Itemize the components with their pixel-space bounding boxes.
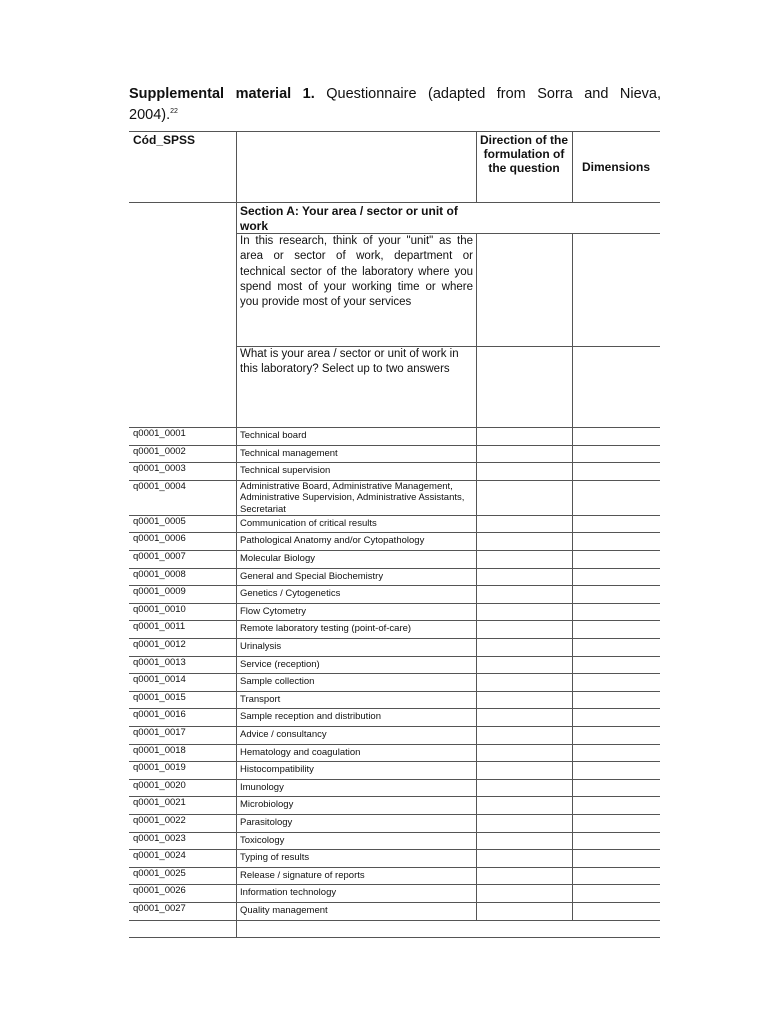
row-code: q0001_0003 bbox=[133, 463, 186, 475]
table-rule bbox=[129, 849, 660, 850]
table-rule bbox=[129, 131, 660, 132]
document-title-line2 bbox=[129, 103, 178, 124]
row-code: q0001_0001 bbox=[133, 428, 186, 439]
row-label: Technical board bbox=[240, 430, 307, 441]
row-label: Hematology and coagulation bbox=[240, 746, 361, 758]
row-code: q0001_0020 bbox=[133, 779, 186, 791]
table-rule bbox=[129, 884, 660, 885]
row-code: q0001_0019 bbox=[133, 762, 186, 774]
row-code: q0001_0012 bbox=[133, 639, 186, 650]
title-bold: Supplemental material 1. bbox=[129, 86, 315, 102]
row-label: Communication of critical results bbox=[240, 517, 377, 529]
row-code: q0001_0024 bbox=[133, 850, 186, 862]
header-direction: Direction of the formulation of the question bbox=[480, 133, 569, 175]
row-code: q0001_0026 bbox=[133, 885, 186, 897]
row-code: q0001_0008 bbox=[133, 568, 186, 580]
row-code: q0001_0010 bbox=[133, 603, 186, 615]
table-rule bbox=[129, 937, 660, 938]
table-rule bbox=[236, 346, 660, 347]
question-text: What is your area / sector or unit of work in this laboratory? Select up to two answers bbox=[240, 348, 459, 376]
header-dimensions: Dimensions bbox=[581, 160, 650, 174]
row-label: Imunology bbox=[240, 781, 284, 793]
row-label: Advice / consultancy bbox=[240, 729, 327, 740]
table-rule bbox=[129, 779, 660, 780]
row-label: Histocompatibility bbox=[240, 764, 314, 776]
table-rule bbox=[129, 656, 660, 657]
header-code: Cód_SPSS bbox=[133, 133, 196, 147]
row-code: q0001_0009 bbox=[133, 586, 186, 598]
row-label: Sample collection bbox=[240, 676, 315, 688]
table-column-rule bbox=[572, 131, 573, 202]
table-column-rule bbox=[236, 131, 237, 937]
table-rule bbox=[129, 550, 660, 551]
row-code: q0001_0027 bbox=[133, 903, 186, 914]
row-label: Molecular Biology bbox=[240, 553, 315, 564]
row-code: q0001_0004 bbox=[133, 480, 186, 492]
row-label: Pathological Anatomy and/or Cytopathology bbox=[240, 535, 425, 547]
intro-text: In this research, think of your "unit" as the area or sector of work, department or technical sector of the laboratory where you spend most of your working time or where you provide most of your services bbox=[240, 235, 473, 309]
table-rule bbox=[129, 202, 660, 203]
table-rule bbox=[129, 726, 660, 727]
table-rule bbox=[129, 761, 660, 762]
row-code: q0001_0013 bbox=[133, 656, 186, 668]
row-label: Quality management bbox=[240, 905, 328, 916]
row-label: Release / signature of reports bbox=[240, 869, 365, 881]
row-label: Information technology bbox=[240, 887, 337, 899]
row-label: Flow Cytometry bbox=[240, 605, 306, 617]
row-label: Sample reception and distribution bbox=[240, 711, 382, 723]
table-rule bbox=[129, 462, 660, 463]
row-code: q0001_0025 bbox=[133, 867, 186, 879]
table-rule bbox=[129, 708, 660, 709]
row-label: Administrative Board, Administrative Management, Administrative Supervision, Administrative Assistants, Secretariat bbox=[240, 480, 465, 515]
row-label: General and Special Biochemistry bbox=[240, 570, 384, 582]
table-rule bbox=[129, 427, 660, 428]
table-rule bbox=[129, 796, 660, 797]
table-column-rule bbox=[572, 233, 573, 920]
row-code: q0001_0015 bbox=[133, 691, 186, 703]
row-label: Microbiology bbox=[240, 799, 294, 811]
table-rule bbox=[129, 585, 660, 586]
row-code: q0001_0006 bbox=[133, 533, 186, 545]
row-code: q0001_0014 bbox=[133, 674, 186, 686]
table-rule bbox=[129, 832, 660, 833]
table-rule bbox=[129, 673, 660, 674]
row-code: q0001_0011 bbox=[133, 621, 186, 633]
table-rule bbox=[129, 568, 660, 569]
row-code: q0001_0005 bbox=[133, 515, 186, 527]
table-rule bbox=[129, 445, 660, 446]
row-label: Technical management bbox=[240, 447, 338, 459]
row-code: q0001_0023 bbox=[133, 832, 186, 844]
section-a-title: Section A: Your area / sector or unit of work bbox=[240, 204, 458, 233]
row-code: q0001_0007 bbox=[133, 551, 186, 562]
table-rule bbox=[129, 638, 660, 639]
row-label: Parasitology bbox=[240, 817, 293, 828]
row-label: Transport bbox=[240, 693, 281, 705]
table-rule bbox=[129, 920, 660, 921]
table-rule bbox=[129, 603, 660, 604]
row-code: q0001_0017 bbox=[133, 727, 186, 738]
title-rest: Questionnaire (adapted from Sorra and Nieva, bbox=[314, 86, 661, 102]
row-label: Technical supervision bbox=[240, 465, 331, 477]
table-column-rule bbox=[476, 131, 477, 202]
table-rule bbox=[129, 902, 660, 903]
table-rule bbox=[129, 814, 660, 815]
title-superscript: 22 bbox=[170, 108, 178, 115]
row-label: Service (reception) bbox=[240, 658, 320, 670]
row-code: q0001_0002 bbox=[133, 445, 186, 457]
row-code: q0001_0022 bbox=[133, 815, 186, 826]
table-column-rule bbox=[476, 233, 477, 920]
table-rule bbox=[129, 867, 660, 868]
row-label: Urinalysis bbox=[240, 641, 282, 652]
table-rule bbox=[129, 744, 660, 745]
table-rule bbox=[129, 691, 660, 692]
row-code: q0001_0021 bbox=[133, 797, 186, 809]
row-code: q0001_0016 bbox=[133, 709, 186, 721]
title-line2: 2004). bbox=[129, 107, 171, 123]
row-label: Toxicology bbox=[240, 834, 285, 846]
row-label: Genetics / Cytogenetics bbox=[240, 588, 341, 600]
document-title bbox=[129, 85, 661, 103]
row-label: Typing of results bbox=[240, 852, 310, 864]
table-rule bbox=[236, 233, 660, 234]
table-rule bbox=[129, 620, 660, 621]
table-rule bbox=[129, 532, 660, 533]
row-label: Remote laboratory testing (point-of-care) bbox=[240, 623, 412, 635]
row-code: q0001_0018 bbox=[133, 744, 186, 756]
